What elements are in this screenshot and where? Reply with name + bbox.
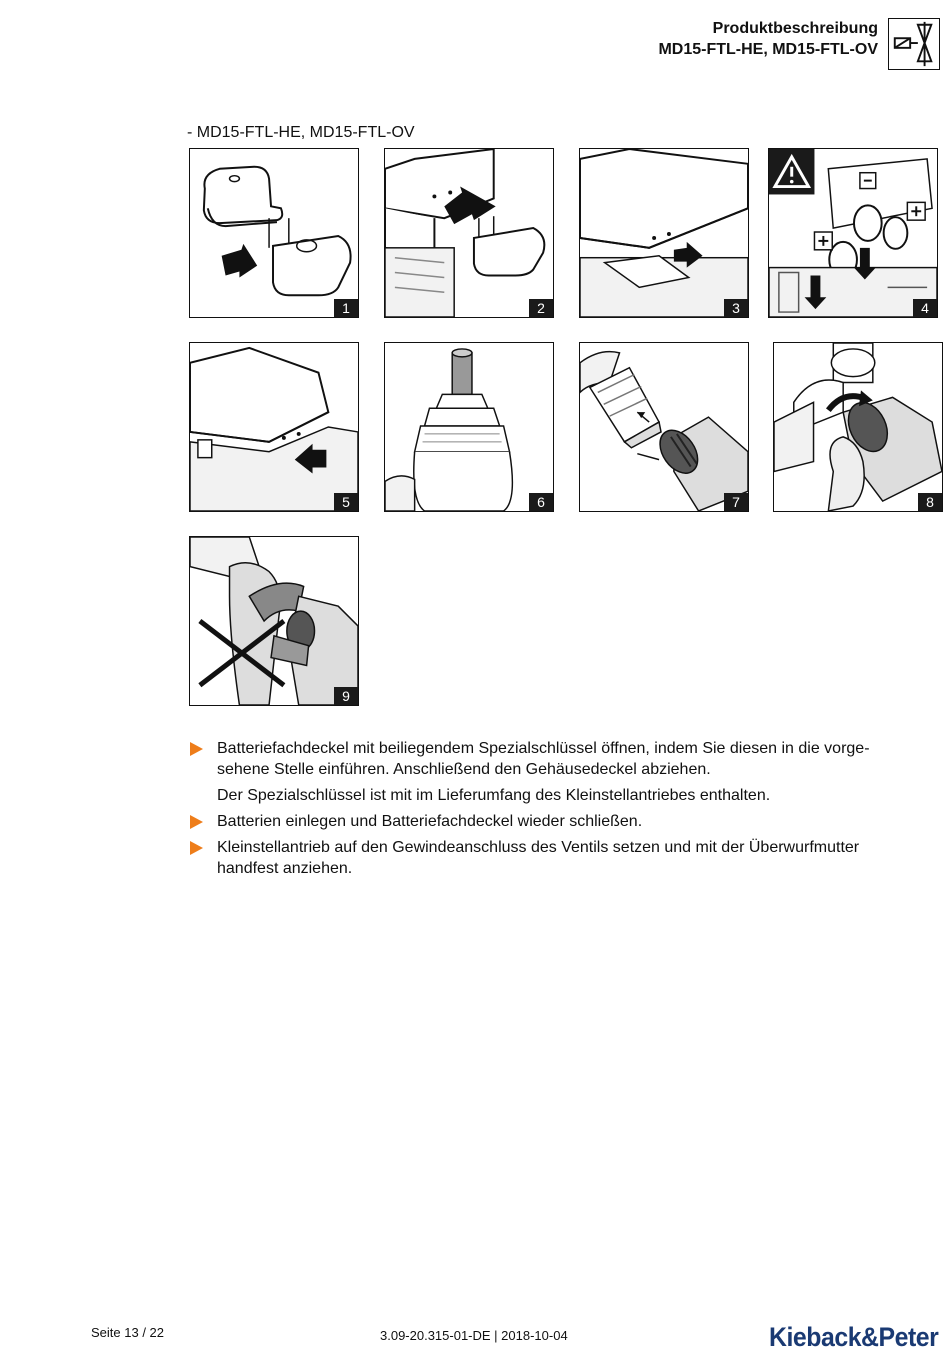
step-number: 9 xyxy=(334,687,358,705)
figure-5 xyxy=(189,342,359,512)
instruction-item xyxy=(190,837,920,879)
header-title-line2: MD15-FTL-HE, MD15-FTL-OV xyxy=(658,41,878,58)
instruction-item xyxy=(190,738,920,780)
figure-1 xyxy=(189,148,359,318)
page-number: Seite 13 / 22 xyxy=(91,1325,164,1340)
orange-arrow-bullet-icon xyxy=(190,815,203,829)
step-number: 4 xyxy=(913,299,937,317)
figure-2 xyxy=(384,148,554,318)
step-number: 3 xyxy=(724,299,748,317)
remove-battery-cover-icon xyxy=(190,149,358,317)
instruction-note: Der Spezialschlüssel ist mit im Lieferumfang des Kleinstellantriebes enthalten. xyxy=(217,787,771,804)
valve-thread-icon xyxy=(385,343,553,511)
company-logo: Kieback&Peter xyxy=(769,1322,939,1352)
instruction-text: Batteriefachdeckel mit beiliegendem Spezialschlüssel öffnen, indem Sie diesen in die vorge-sehene Stelle einführen. Anschließend den Gehäusedeckel abziehen. xyxy=(217,740,870,778)
step-number: 8 xyxy=(918,493,942,511)
insert-special-key-icon xyxy=(385,149,553,317)
no-tool-tightening-icon xyxy=(190,537,358,705)
pull-housing-cover-icon xyxy=(580,149,748,317)
orange-arrow-bullet-icon xyxy=(190,742,203,756)
actuator-valve-symbol-icon xyxy=(888,18,940,70)
figure-6 xyxy=(384,342,554,512)
close-cover-icon xyxy=(190,343,358,511)
step-number: 5 xyxy=(334,493,358,511)
document-reference: 3.09-20.315-01-DE | 2018-10-04 xyxy=(380,1328,568,1343)
header-title-line1: Produktbeschreibung xyxy=(712,20,878,37)
insert-batteries-icon xyxy=(769,149,937,317)
figure-7 xyxy=(579,342,749,512)
step-number: 6 xyxy=(529,493,553,511)
header-title xyxy=(658,18,878,60)
instruction-text: Kleinstellantrieb auf den Gewindeanschluss des Ventils setzen und mit der Überwurfmutter handfest anziehen. xyxy=(217,839,860,877)
instruction-item xyxy=(190,811,920,832)
figure-8 xyxy=(773,342,943,512)
section-heading: - MD15-FTL-HE, MD15-FTL-OV xyxy=(187,124,415,141)
orange-arrow-bullet-icon xyxy=(190,841,203,855)
step-number: 1 xyxy=(334,299,358,317)
instruction-text: Batterien einlegen und Batteriefachdeckel wieder schließen. xyxy=(217,813,643,830)
figure-4 xyxy=(768,148,938,318)
figure-9 xyxy=(189,536,359,706)
step-number: 2 xyxy=(529,299,553,317)
figure-3 xyxy=(579,148,749,318)
place-actuator-icon xyxy=(580,343,748,511)
tighten-union-nut-icon xyxy=(774,343,942,511)
step-number: 7 xyxy=(724,493,748,511)
instructions xyxy=(190,738,920,884)
